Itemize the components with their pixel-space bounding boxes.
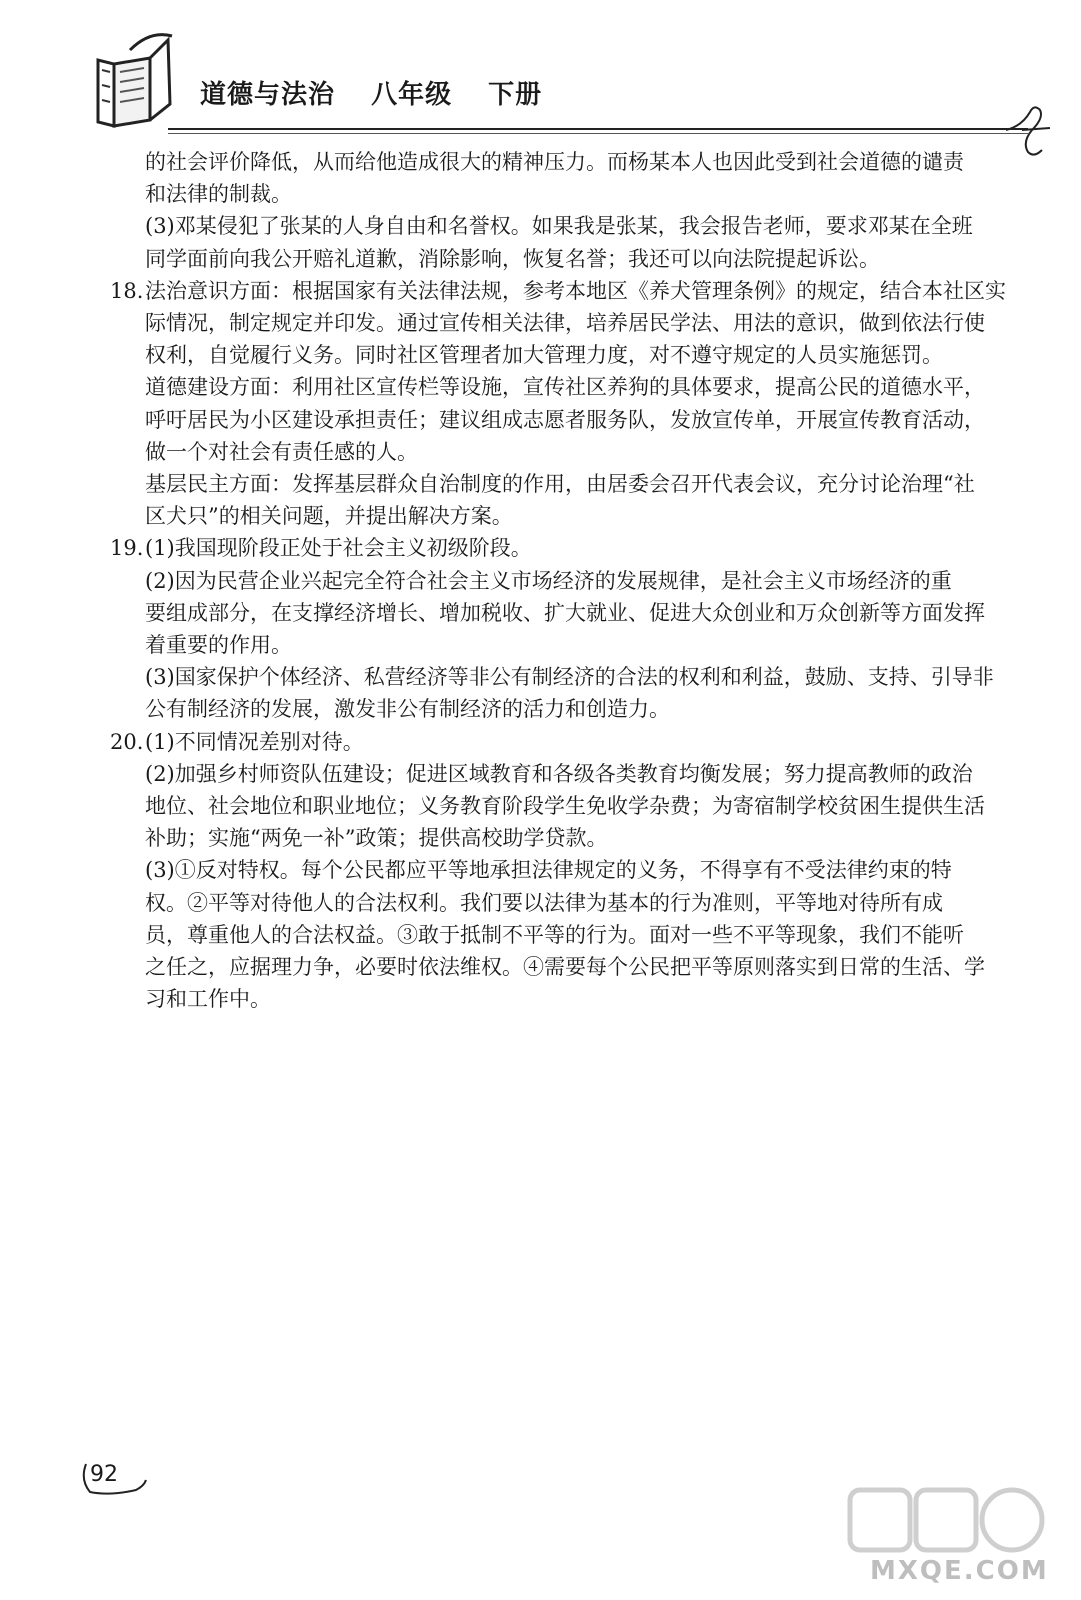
text-line: 习和工作中。: [145, 987, 271, 1012]
text-line: 的社会评价降低，从而给他造成很大的精神压力。而杨某本人也因此受到社会道德的谴责: [145, 150, 964, 174]
question-19: [110, 532, 1015, 725]
header-rule: [168, 128, 1028, 130]
question-number: 19.: [110, 536, 144, 561]
text-line: 公有制经济的发展，激发非公有制经济的活力和创造力。: [145, 697, 670, 722]
text-line: 和法律的制裁。: [145, 182, 292, 207]
book-icon: [90, 30, 180, 130]
text-line: (3)①反对特权。每个公民都应平等地承担法律规定的义务，不得享有不受法律约束的特: [145, 858, 952, 883]
text-line: 地位、社会地位和职业地位；义务教育阶段学生免收学杂费；为寄宿制学校贫困生提供生活: [145, 794, 985, 819]
text-line: (2)因为民营企业兴起完全符合社会主义市场经济的发展规律，是社会主义市场经济的重: [145, 568, 952, 593]
watermark-url: MXQE.COM: [870, 1556, 1049, 1586]
page-header: [90, 30, 1050, 140]
text-line: 际情况，制定规定并印发。通过宣传相关法律，培养居民学法、用法的意识，做到依法行使: [145, 311, 985, 336]
text-line: 权。②平等对待他人的合法权利。我们要以法律为基本的行为准则，平等地对待所有成: [145, 890, 943, 915]
text-line: 呼吁居民为小区建设承担责任；建议组成志愿者服务队，发放宣传单，开展宣传教育活动，: [145, 407, 985, 432]
text-line: (1)我国现阶段正处于社会主义初级阶段。: [145, 536, 532, 561]
text-line: 同学面前向我公开赔礼道歉，消除影响，恢复名誉；我还可以向法院提起诉讼。: [145, 246, 880, 271]
text-line: (1)不同情况差别对待。: [145, 729, 364, 754]
volume-label: 下册: [488, 80, 543, 110]
text-line: 员，尊重他人的合法权益。③敢于抵制不平等的行为。面对一些不平等现象，我们不能听: [145, 922, 964, 947]
text-line: 区犬只”的相关问题，并提出解决方案。: [145, 504, 513, 529]
text-line: (2)加强乡村师资队伍建设；促进区域教育和各级各类教育均衡发展；努力提高教师的政治: [145, 761, 973, 786]
text-line: 要组成部分，在支撑经济增长、增加税收、扩大就业、促进大众创业和万众创新等方面发挥: [145, 600, 985, 625]
header-rule-thin: [168, 133, 1028, 134]
text-line: (3)邓某侵犯了张某的人身自由和名誉权。如果我是张某，我会报告老师，要求邓某在全班: [145, 214, 973, 239]
text-line: 道德建设方面：利用社区宣传栏等设施，宣传社区养狗的具体要求，提高公民的道德水平，: [145, 375, 985, 400]
book-title: [200, 74, 568, 111]
text-line: 法治意识方面：根据国家有关法律法规，参考本地区《养犬管理条例》的规定，结合本社区实: [145, 278, 1006, 303]
page-number: 92: [90, 1462, 118, 1487]
text-line: 权利，自觉履行义务。同时社区管理者加大管理力度，对不遵守规定的人员实施惩罚。: [145, 343, 943, 368]
text-line: (3)国家保护个体经济、私营经济等非公有制经济的合法的权利和利益，鼓励、支持、引导非: [145, 665, 994, 690]
question-number: 20.: [110, 729, 144, 754]
question-number: 18.: [110, 278, 144, 303]
question-18: [110, 275, 1015, 533]
text-line: 补助；实施“两免一补”政策；提供高校助学贷款。: [145, 826, 608, 851]
text-line: 着重要的作用。: [145, 633, 292, 658]
answer-content: [110, 146, 1015, 1015]
text-line: 做一个对社会有责任感的人。: [145, 439, 418, 464]
text-line: 基层民主方面：发挥基层群众自治制度的作用，由居委会召开代表会议，充分讨论治理“社: [145, 472, 975, 497]
grade-label: 八年级: [371, 80, 453, 110]
subject-label: 道德与法治: [200, 80, 336, 110]
text-line: 之任之，应据理力争，必要时依法维权。④需要每个公民把平等原则落实到日常的生活、学: [145, 955, 985, 980]
question-20: [110, 726, 1015, 1016]
